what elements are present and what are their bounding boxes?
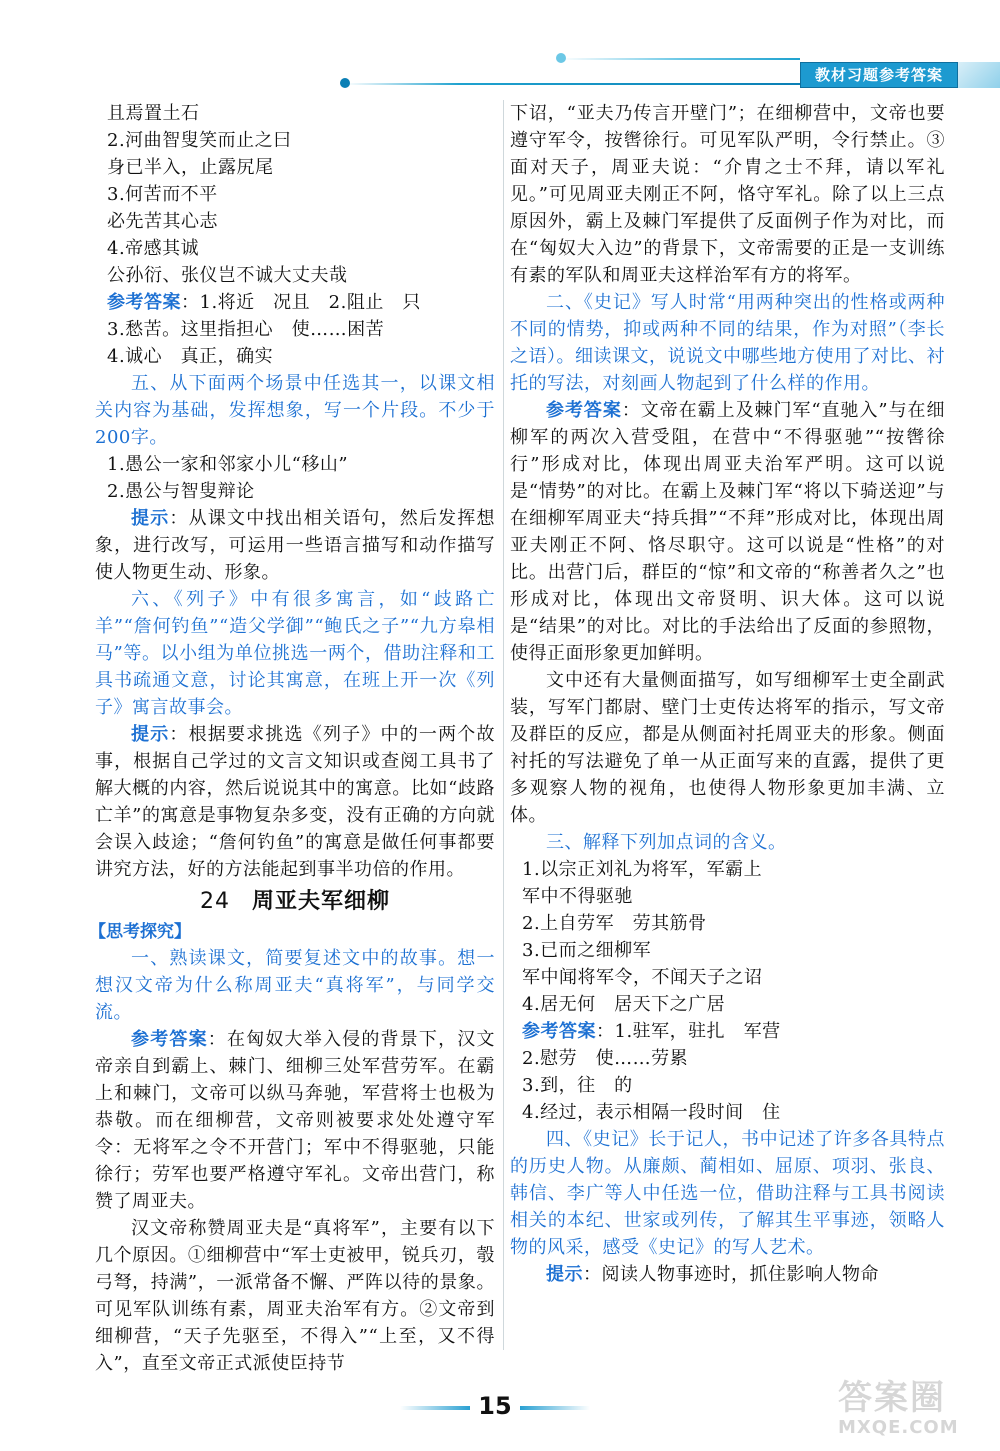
- right-q3-item3-b: 军中闻将军令，不闻天子之诏: [522, 967, 763, 988]
- left-s1-paragraph-2: 汉文帝称赞周亚夫是“真将军”，主要有以下几个原因。①细柳营中“军士吏被甲，锐兵刃，彀弓弩，持满”，一派常备不懈、严阵以待的景象。可见军队训练有素，周亚夫治军有方。②文帝到细柳营，“天子先驱至，不得入”“上至，又不得入”，直至文帝正式派使臣持节: [95, 1218, 495, 1374]
- watermark-line2: MXQE.COM: [838, 1417, 959, 1438]
- watermark-line1: 答案圈: [838, 1378, 946, 1418]
- left-q5-item2: 2.愚公与智叟辩论: [107, 481, 255, 502]
- left-q4-item4-b: 公孙衍、张仪岂不诚大丈夫哉: [107, 265, 348, 286]
- right-column: [510, 100, 945, 1288]
- left-question-6: 六、《列子》中有很多寓言，如“歧路亡羊”“詹何钓鱼”“造父学御”“鲍氏之子”“九方皋相马”等。以小组为单位挑选一两个，借助注释和工具书疏通文意，讨论其寓意，在班上开一次《列子》寓言故事会。: [95, 589, 495, 718]
- chapter-heading: [95, 885, 495, 919]
- column-divider: [503, 100, 504, 1350]
- right-question-2: 二、《史记》写人时常“用两种突出的性格或两种不同的情势，抑或两种不同的结果，作为对照”（李长之语）。细读课文，说说文中哪些地方使用了对比、衬托的写法，对刻画人物起到了什么样的作用。: [510, 292, 945, 394]
- left-hint-6: 提示：根据要求挑选《列子》中的一两个故事，根据自己学过的文言文知识或查阅工具书了解大概的内容，然后说说其中的寓意。比如“歧路亡羊”的寓意是事物复杂多变，没有正确的方向就会误入歧途；“詹何钓鱼”的寓意是做任何事都要讲究方法，好的方法能起到事半功倍的作用。: [95, 724, 495, 880]
- footer-decor-right: [520, 1406, 590, 1410]
- answer-label: 参考答案: [546, 400, 622, 421]
- section-tag: 【思考探究】: [89, 922, 191, 942]
- right-answer-3-3: 3.到，往 的: [522, 1075, 633, 1096]
- answer-label: 参考答案: [131, 1029, 208, 1050]
- right-question-3: 三、解释下列加点词的含义。: [546, 832, 787, 853]
- left-s1-question: 一、熟读课文，简要复述文中的故事。想一想汉文帝为什么称周亚夫“真将军”，与同学交流。: [95, 948, 495, 1023]
- right-answer-2-paragraph-2: 文中还有大量侧面描写，如写细柳军士吏全副武装，写军门都尉、壁门士吏传达将军的指示，写文帝及群臣的反应，都是从侧面衬托周亚夫的形象。侧面衬托的写法避免了单一从正面写来的直露，提供了更多观察人物的视角，也使得人物形象更加丰满、立体。: [510, 670, 945, 826]
- right-answer-3-2: 2.慰劳 使……劳累: [522, 1048, 689, 1069]
- left-q4-item2-b: 身已半入，止露尻尾: [107, 157, 274, 178]
- chapter-number: 24: [199, 889, 230, 914]
- header-decor-line: [345, 83, 800, 85]
- right-q3-item3-a: 3.已而之细柳军: [522, 940, 652, 961]
- hint-label: 提示: [131, 508, 170, 529]
- right-q3-item4: 4.居无何 居天下之广居: [522, 994, 726, 1015]
- header-label: 教材习题参考答案: [800, 62, 958, 88]
- right-answer-2: 参考答案：文帝在霸上及棘门军“直驰入”与在细柳军的两次入营受阻，在营中“不得驱驰”“按辔徐行”形成对比，体现出周亚夫治军严明。这可以说是“情势”的对比。在霸上及棘门军“将以下骑送迎”与在细柳军周亚夫“持兵揖”“不拜”形成对比，体现出周亚夫刚正不阿、恪尽职守。这可以说是“性格”的对比。出营门后，群臣的“惊”和文帝的“称善者久之”也形成对比，体现出文帝贤明、识大体。这可以说是“结果”的对比。对比的手法给出了反面的参照物，使得正面形象更加鲜明。: [510, 400, 945, 664]
- answer-label: 参考答案: [522, 1021, 596, 1042]
- header-corner-decor: [958, 62, 1000, 88]
- left-answer-3: 3.愁苦。这里指担心 使……困苦: [107, 319, 385, 340]
- left-hint-5: 提示：从课文中找出相关语句，然后发挥想象，进行改写，可运用一些语言描写和动作描写使人物更生动、形象。: [95, 508, 495, 583]
- right-q3-item1-a: 1.以宗正刘礼为将军，军霸上: [522, 859, 763, 880]
- right-question-4: 四、《史记》长于记人，书中记述了许多各具特点的历史人物。从廉颇、蔺相如、屈原、项羽、张良、韩信、李广等人中任选一位，借助注释与工具书阅读相关的本纪、世家或列传，了解其生平事迹，领略人物的风采，感受《史记》的写人艺术。: [510, 1129, 945, 1258]
- left-question-5: 五、从下面两个场景中任选其一，以课文相关内容为基础，发挥想象，写一个片段。不少于200字。: [95, 373, 495, 448]
- footer-decor-left: [400, 1406, 470, 1410]
- left-q4-item2-a: 2.河曲智叟笑而止之曰: [107, 130, 292, 151]
- left-answer-4: 4.诚心 真正，确实: [107, 346, 274, 367]
- left-s1-answer: 参考答案：在匈奴大举入侵的背景下，汉文帝亲自到霸上、棘门、细柳三处军营劳军。在霸上和棘门，文帝可以纵马奔驰，军营将士也极为恭敬。而在细柳营，文帝则被要求处处遵守军令：无将军之令不开营门；军中不得驱驰，只能徐行；劳军也要严格遵守军礼。文帝出营门，称赞了周亚夫。: [95, 1029, 496, 1212]
- page-number: 15: [478, 1392, 512, 1420]
- right-q3-item2: 2.上自劳军 劳其筋骨: [522, 913, 707, 934]
- hint-label: 提示: [131, 724, 170, 745]
- left-q5-item1: 1.愚公一家和邻家小儿“移山”: [107, 454, 349, 475]
- left-q4-item4-a: 4.帝感其诚: [107, 238, 200, 259]
- right-answer-3-4: 4.经过，表示相隔一段时间 住: [522, 1102, 781, 1123]
- hint-label: 提示: [546, 1264, 583, 1285]
- right-continuation: 下诏，“亚夫乃传言开壁门”；在细柳营中，文帝也要遵守军令，按辔徐行。可见军队严明，令行禁止。③面对天子，周亚夫说：“介胄之士不拜，请以军礼见。”可见周亚夫刚正不阿，恪守军礼。除了以上三点原因外，霸上及棘门军提供了反面例子作为对比，而在“匈奴大入边”的背景下，文帝需要的正是一支训练有素的军队和周亚夫这样治军有方的将军。: [510, 103, 945, 286]
- header-decor-dot-top: [556, 53, 566, 63]
- left-q4-item3-b: 必先苦其心志: [107, 211, 218, 232]
- right-answer-3-1: 参考答案：1.驻军，驻扎 军营: [522, 1021, 781, 1042]
- watermark-logo: [838, 1378, 968, 1438]
- header-decor-dot: [340, 78, 350, 88]
- left-q4-item3-a: 3.何苦而不平: [107, 184, 218, 205]
- left-q4-item1-b: 且焉置土石: [107, 103, 200, 124]
- header-decor-line-top: [560, 58, 800, 60]
- chapter-title: 周亚夫军细柳: [251, 889, 390, 914]
- answer-label: 参考答案: [107, 292, 181, 313]
- right-hint-4: 提示：阅读人物事迹时，抓住影响人物命: [546, 1264, 879, 1285]
- right-q3-item1-b: 军中不得驱驰: [522, 886, 633, 907]
- left-column: [89, 100, 496, 1377]
- left-answer-1: 参考答案：1.将近 况且 2.阻止 只: [107, 292, 421, 313]
